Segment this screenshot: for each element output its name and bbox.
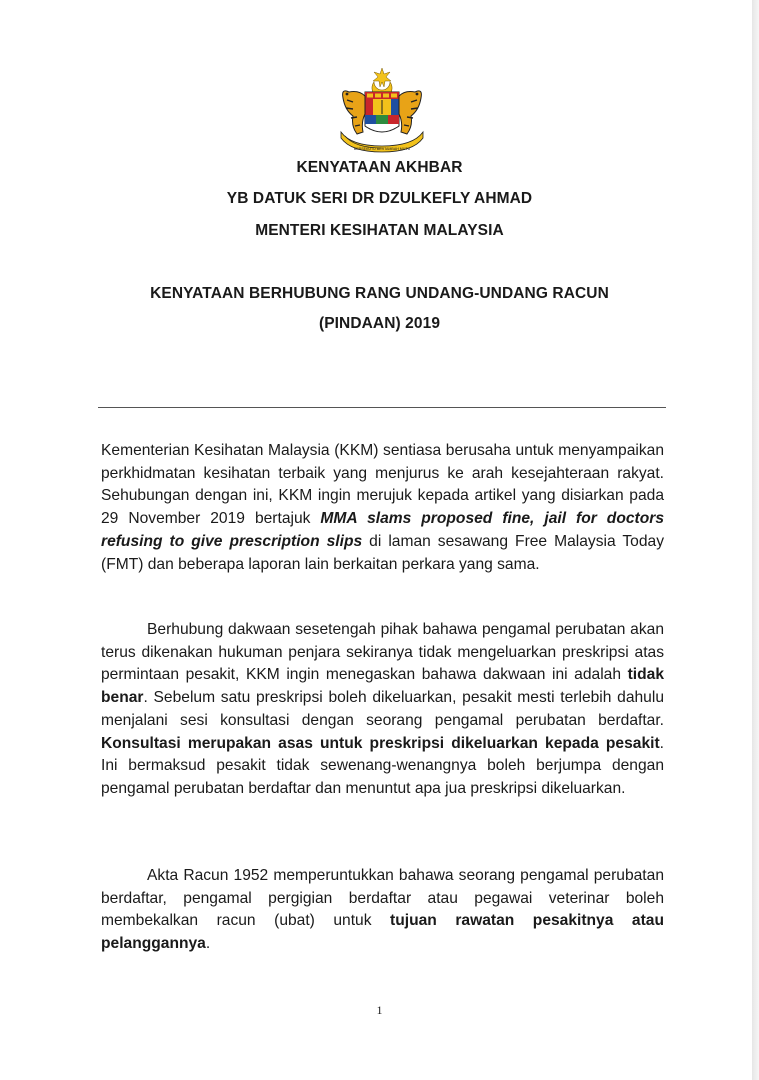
malaysia-coat-of-arms-logo <box>331 66 433 154</box>
p1-text-b: di laman sesawang Free Malaysia Today (FMT) dan beberapa laporan lain berkaitan perkara yang sama. <box>101 532 664 573</box>
p1-text-a: Kementerian Kesihatan Malaysia (KKM) sentiasa berusaha untuk menyampaikan perkhidmatan kesihatan terbaik yang menjurus ke arah kesejahteraan rakyat. Sehubungan dengan ini, KKM ingin merujuk kepada artikel yang disiarkan pada 29 November 2019 bertajuk <box>101 442 664 528</box>
crest-motto: BERSEKUTU BERTAMBAH MUTU <box>353 147 411 151</box>
article-title: MMA slams proposed fine, jail for doctors refusing to give prescription slips <box>101 510 664 550</box>
p2-text-a: Berhubung dakwaan sesetengah pihak bahawa pengamal perubatan akan terus dikenakan hukuman penjara sekiranya tidak mengeluarkan preskripsi atas permintaan pesakit, KKM ingin menegaskan bahawa dakwaan ini adalah <box>101 621 664 684</box>
p2-text-c: . Ini bermaksud pesakit tidak sewenang-wenangnya boleh berjumpa dengan pengamal perubatan berdaftar dan menuntut apa jua preskripsi dikeluarkan. <box>101 734 664 797</box>
ministry-title: MENTERI KESIHATAN MALAYSIA <box>255 222 504 239</box>
paragraph-2 <box>101 619 664 801</box>
p3-text-b: . <box>205 935 211 953</box>
p2-bold-a: tidak benar <box>101 666 664 707</box>
press-release-label: KENYATAAN AKHBAR <box>296 159 463 176</box>
statement-title-line2: (PINDAAN) 2019 <box>318 315 441 332</box>
minister-name: YB DATUK SERI DR DZULKEFLY AHMAD <box>226 190 533 207</box>
p3-bold-a: tujuan rawatan pesakitnya atau pelanggannya <box>101 912 664 953</box>
p3-text-a: Akta Racun 1952 memperuntukkan bahawa seorang pengamal perubatan berdaftar, pengamal pergigian berdaftar atau pegawai veterinar boleh membekalkan racun (ubat) untuk <box>101 867 664 930</box>
statement-title-line1: KENYATAAN BERHUBUNG RANG UNDANG-UNDANG RACUN <box>150 285 609 302</box>
header-divider <box>98 407 666 408</box>
p2-text-b: . Sebelum satu preskripsi boleh dikeluarkan, pesakit mesti terlebih dahulu menjalani sesi konsultasi dengan seorang pengamal perubatan berdaftar. <box>101 689 664 729</box>
page-number: 1 <box>376 1003 383 1017</box>
p2-bold-b: Konsultasi merupakan asas untuk preskripsi dikeluarkan kepada pesakit <box>101 734 660 752</box>
paragraph-1 <box>101 440 664 576</box>
paragraph-3 <box>101 865 664 956</box>
page-edge <box>752 0 759 1080</box>
